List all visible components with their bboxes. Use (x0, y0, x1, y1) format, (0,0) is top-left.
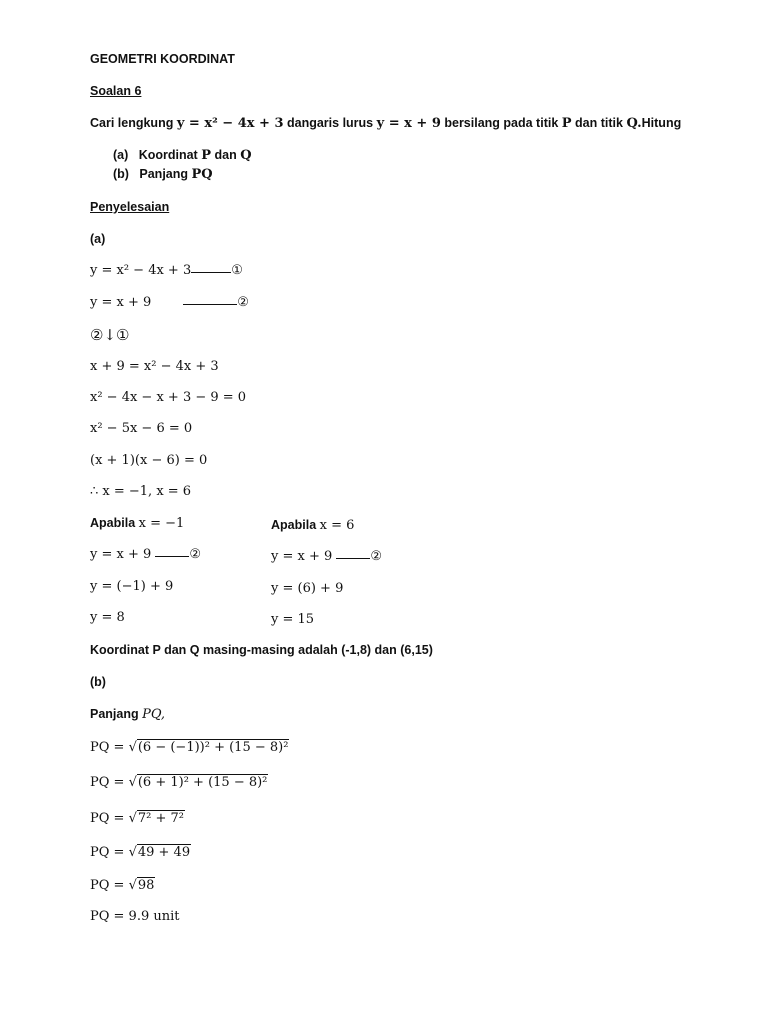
pq-line-4 (90, 844, 191, 862)
panjang-line (90, 705, 165, 724)
sqrt-argument: (6 + 1)² + (15 − 8)² (137, 775, 268, 790)
part-label: (a) (113, 148, 129, 162)
case-right-line-1 (271, 548, 382, 566)
question-text (90, 114, 681, 133)
sqrt-argument: (6 − (−1))² + (15 − 8)² (137, 740, 289, 755)
part-math: PQ (191, 167, 213, 182)
question-label: Soalan 6 (90, 84, 142, 98)
part-and: dan (214, 148, 237, 162)
q-end: Hitung (641, 116, 682, 130)
case-left-heading (90, 514, 184, 533)
sqrt-argument: 98 (137, 878, 155, 893)
question-part-a (113, 146, 252, 165)
blank-line (155, 555, 189, 557)
case-right-line-3: y = 15 (271, 612, 315, 627)
line-text: y = x + 9 (271, 549, 333, 564)
step-2: x² − 4x − x + 3 − 9 = 0 (90, 390, 247, 405)
sqrt-expression: √98 (128, 878, 155, 893)
heading-cond: x = −1 (138, 516, 185, 531)
q-line: y = x + 9 (376, 116, 441, 131)
sqrt-expression: √(6 − (−1))² + (15 − 8)² (128, 740, 289, 755)
eq2-marker: ② (237, 295, 249, 310)
equation-1 (90, 262, 243, 280)
eq1-text: y = x² − 4x + 3 (90, 263, 192, 278)
sqrt-argument: 7² + 7² (137, 811, 184, 826)
part-q: Q (240, 148, 252, 163)
question-part-b (113, 165, 213, 184)
pq-line-1 (90, 739, 289, 757)
eq2-text: y = x + 9 (90, 295, 152, 310)
step-1: x + 9 = x² − 4x + 3 (90, 359, 219, 374)
pq-lhs: PQ = (90, 775, 129, 790)
equation-2 (90, 294, 249, 312)
sqrt-expression: √7² + 7² (128, 811, 184, 826)
heading-text: Apabila (271, 518, 317, 532)
line-marker: ② (189, 547, 202, 562)
blank-line (191, 271, 231, 273)
step-5: ∴ x = −1, x = 6 (90, 484, 192, 499)
substitution-note: ②↓① (90, 326, 130, 344)
pq-lhs: PQ = (90, 878, 129, 893)
sqrt-expression: √(6 + 1)² + (15 − 8)² (128, 775, 268, 790)
sqrt-expression: √49 + 49 (128, 845, 191, 860)
pq-line-3 (90, 810, 185, 828)
case-left-line-2: y = (−1) + 9 (90, 579, 174, 594)
panjang-math: PQ, (142, 707, 165, 722)
pq-lhs: PQ = (90, 811, 129, 826)
eq1-marker: ① (231, 263, 243, 278)
conclusion-a: Koordinat P dan Q masing-masing adalah (-1,8) dan (6,15) (90, 643, 433, 657)
q-and: dan titik (575, 116, 623, 130)
solution-label: Penyelesaian (90, 200, 170, 214)
q-p: P (561, 116, 572, 131)
heading-cond: x = 6 (319, 518, 355, 533)
part-text: Koordinat (138, 148, 198, 162)
pq-lhs: PQ = (90, 740, 129, 755)
pq-line-5 (90, 877, 155, 895)
q-intro: Cari lengkung (90, 116, 174, 130)
pq-line-2 (90, 774, 268, 792)
part-b-label: (b) (90, 675, 106, 689)
step-4: (x + 1)(x − 6) = 0 (90, 453, 208, 468)
part-a-label: (a) (90, 232, 106, 246)
line-text: y = x + 9 (90, 547, 152, 562)
sqrt-argument: 49 + 49 (137, 845, 191, 860)
q-mid: dangaris lurus (287, 116, 374, 130)
part-label: (b) (113, 167, 129, 181)
q-q: Q. (626, 116, 642, 131)
case-left-line-1 (90, 546, 201, 564)
page-title: GEOMETRI KOORDINAT (90, 52, 235, 66)
pq-lhs: PQ = (90, 845, 129, 860)
part-text: Panjang (139, 167, 189, 181)
pq-final: PQ = 9.9 unit (90, 909, 180, 924)
step-3: x² − 5x − 6 = 0 (90, 421, 193, 436)
q-curve: y = x² − 4x + 3 (176, 116, 284, 131)
case-left-line-3: y = 8 (90, 610, 125, 625)
blank-line (336, 557, 370, 559)
case-right-heading (271, 516, 354, 535)
blank-line (183, 303, 237, 305)
panjang-text: Panjang (90, 707, 139, 721)
case-right-line-2: y = (6) + 9 (271, 581, 344, 596)
q-mid2: bersilang pada titik (444, 116, 559, 130)
line-marker: ② (370, 549, 383, 564)
part-p: P (201, 148, 211, 163)
heading-text: Apabila (90, 516, 136, 530)
